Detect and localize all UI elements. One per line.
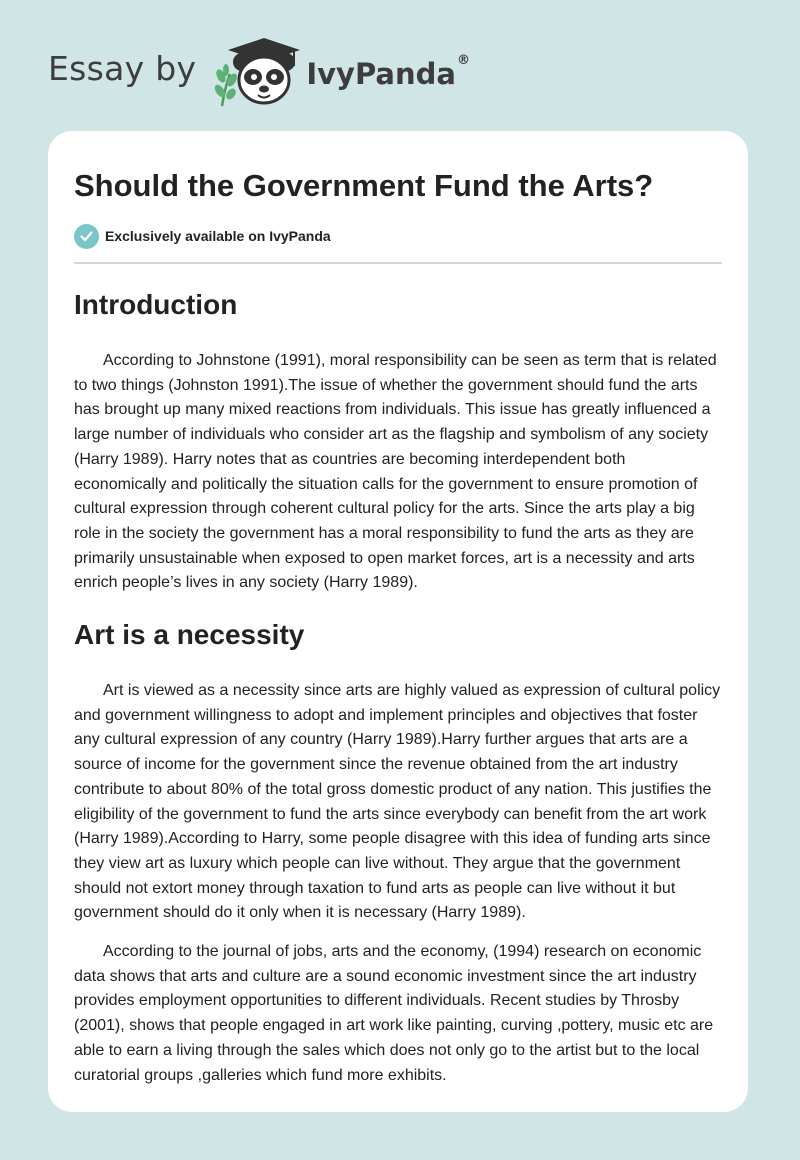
exclusive-badge-label: Exclusively available on IvyPanda [105,228,331,244]
paragraph: According to the journal of jobs, arts and the economy, (1994) research on economic data shows that arts and culture are a sound economic investment since the art industry provides employment opportunities to different individuals. Recent studies by Throsby (2001), shows that people engaged in art work like painting, curving ,pottery, music etc are able to earn a living through the sales which does not only go to the artist but to the local curatorial groups ,galleries which fund more exhibits. [74,943,714,1084]
exclusive-badge [74,223,722,249]
check-circle-icon [74,224,99,249]
essay-card [48,131,748,1112]
essay-title: Should the Government Fund the Arts? [74,168,654,203]
panda-logo-icon [212,36,302,108]
divider [74,262,722,264]
paragraph: According to Johnstone (1991), moral responsibility can be seen as term that is related to two things (Johnston 1991).The issue of whether the government should fund the arts has brought up many mixed reactions from individuals. This issue has greatly influenced a large number of individuals who consider art as the flagship and symbolism of any society (Harry 1989). Harry notes that as countries are becoming interdependent both economically and politically the situation calls for the government to ensure promotion of cultural expression through coherent cultural policy for the arts. Since the arts play a big role in the society the government has a moral responsibility to fund the arts as they are primarily unsustainable when exposed to open market forces, art is a necessity and arts enrich people’s lives in any society (Harry 1989). [74,352,717,592]
brand-name: IvyPanda® [306,53,470,91]
section-heading-introduction: Introduction [74,289,238,320]
section-heading-art-is-a-necessity: Art is a necessity [74,619,305,651]
paragraph: Art is viewed as a necessity since arts are highly valued as expression of cultural policy and government willingness to adopt and implement principles and objectives that foster any cultural expression of any country (Harry 1989).Harry further argues that arts are a source of income for the government since the revenue obtained from the art industry contribute to about 80% of the total gross domestic product of any nation. This justifies the eligibility of the government to fund the arts since everybody can benefit from the art work (Harry 1989).According to Harry, some people disagree with this idea of funding arts since they view art as luxury which people can live without. They argue that the government should not extort money through taxation to fund arts as people can live without it but government should do it only when it is necessary (Harry 1989). [74,682,721,922]
brand-header [48,36,470,108]
brand-prefix: Essay by [48,48,197,88]
